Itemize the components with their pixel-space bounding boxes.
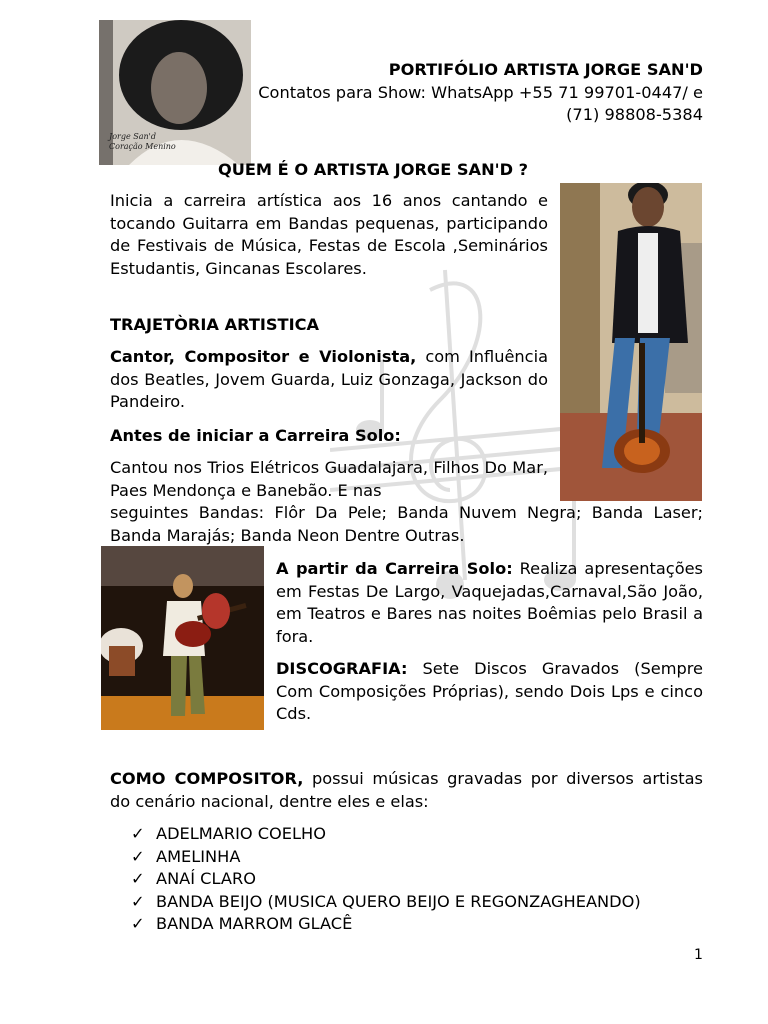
compositor-paragraph — [110, 768, 703, 813]
checkmark-icon: ✓ — [131, 914, 145, 933]
artist-list-item — [131, 823, 641, 846]
trajetoria-lead: Cantor, Compositor e Violonista, — [110, 347, 417, 366]
contact-info: Contatos para Show: WhatsApp +55 71 99701-0447/ e (71) 98808-5384 — [258, 82, 703, 124]
carreira-solo-text: Realiza apresentações em Festas De Largo, Vaquejadas,Carnaval,São João, em Teatros e Bares nas noites Boêmias pelo Brasil a fora. — [276, 559, 703, 646]
checkmark-icon: ✓ — [131, 869, 145, 888]
concert-performance-photo — [101, 546, 264, 730]
page-number: 1 — [694, 947, 703, 963]
discografia-text: Sete Discos Gravados (Sempre Com Composições Próprias), sendo Dois Lps e cinco Cds. — [276, 659, 703, 723]
artist-list-item — [131, 913, 641, 936]
trajetoria-heading: TRAJETÒRIA ARTISTICA — [110, 315, 320, 334]
carreira-solo-lead: A partir da Carreira Solo: — [276, 559, 513, 578]
photo-caption-album: Coração Menino — [109, 142, 176, 151]
document-title: PORTIFÓLIO ARTISTA JORGE SAN'D — [388, 60, 703, 79]
artists-list — [131, 823, 641, 936]
artist-list-item — [131, 891, 641, 914]
checkmark-icon: ✓ — [131, 824, 145, 843]
trajetoria-text: com Influência dos Beatles, Jovem Guarda, Luiz Gonzaga, Jackson do Pandeiro. — [110, 347, 549, 411]
artist-list-item — [131, 846, 641, 869]
checkmark-icon: ✓ — [131, 846, 145, 866]
artist-name: ANAÍ CLARO — [156, 869, 256, 888]
artist-with-guitar-photo — [560, 183, 702, 501]
checkmark-icon: ✓ — [131, 891, 145, 911]
antes-heading: Antes de iniciar a Carreira Solo: — [110, 426, 401, 445]
artist-name: BANDA BEIJO (MUSICA QUERO BEIJO E REGONZAGHEANDO) — [156, 891, 641, 911]
artist-name: ADELMARIO COELHO — [156, 824, 326, 843]
photo-caption-name: Jorge San'd — [109, 132, 156, 141]
discografia-lead: DISCOGRAFIA: — [276, 659, 408, 678]
section-title: QUEM É O ARTISTA JORGE SAN'D ? — [217, 160, 529, 179]
artist-list-item — [131, 868, 641, 891]
trajetoria-paragraph — [110, 346, 548, 414]
artist-name: AMELINHA — [156, 846, 241, 866]
document-header — [253, 59, 703, 127]
antes-paragraph-part2: seguintes Bandas: Flôr Da Pele; Banda Nuvem Negra; Banda Laser; Banda Marajás; Banda Neon Dentre Outras. — [110, 503, 703, 545]
artist-portrait-photo — [99, 20, 251, 165]
intro-paragraph: Inicia a carreira artística aos 16 anos cantando e tocando Guitarra em Bandas pequenas, participando de Festivais de Música, Festas de Escola ,Seminários Estudantis, Gincanas Escolares. — [110, 191, 548, 278]
compositor-lead: COMO COMPOSITOR, — [110, 769, 304, 788]
antes-paragraph-part1: Cantou nos Trios Elétricos Guadalajara, Filhos Do Mar, Paes Mendonça e Banebão. E nas — [110, 458, 548, 500]
carreira-solo-paragraph — [276, 558, 703, 648]
artist-name: BANDA MARROM GLACÊ — [156, 914, 353, 933]
discografia-paragraph — [276, 658, 703, 726]
compositor-text: possui músicas gravadas por diversos artistas do cenário nacional, dentre eles e elas: — [110, 769, 703, 811]
